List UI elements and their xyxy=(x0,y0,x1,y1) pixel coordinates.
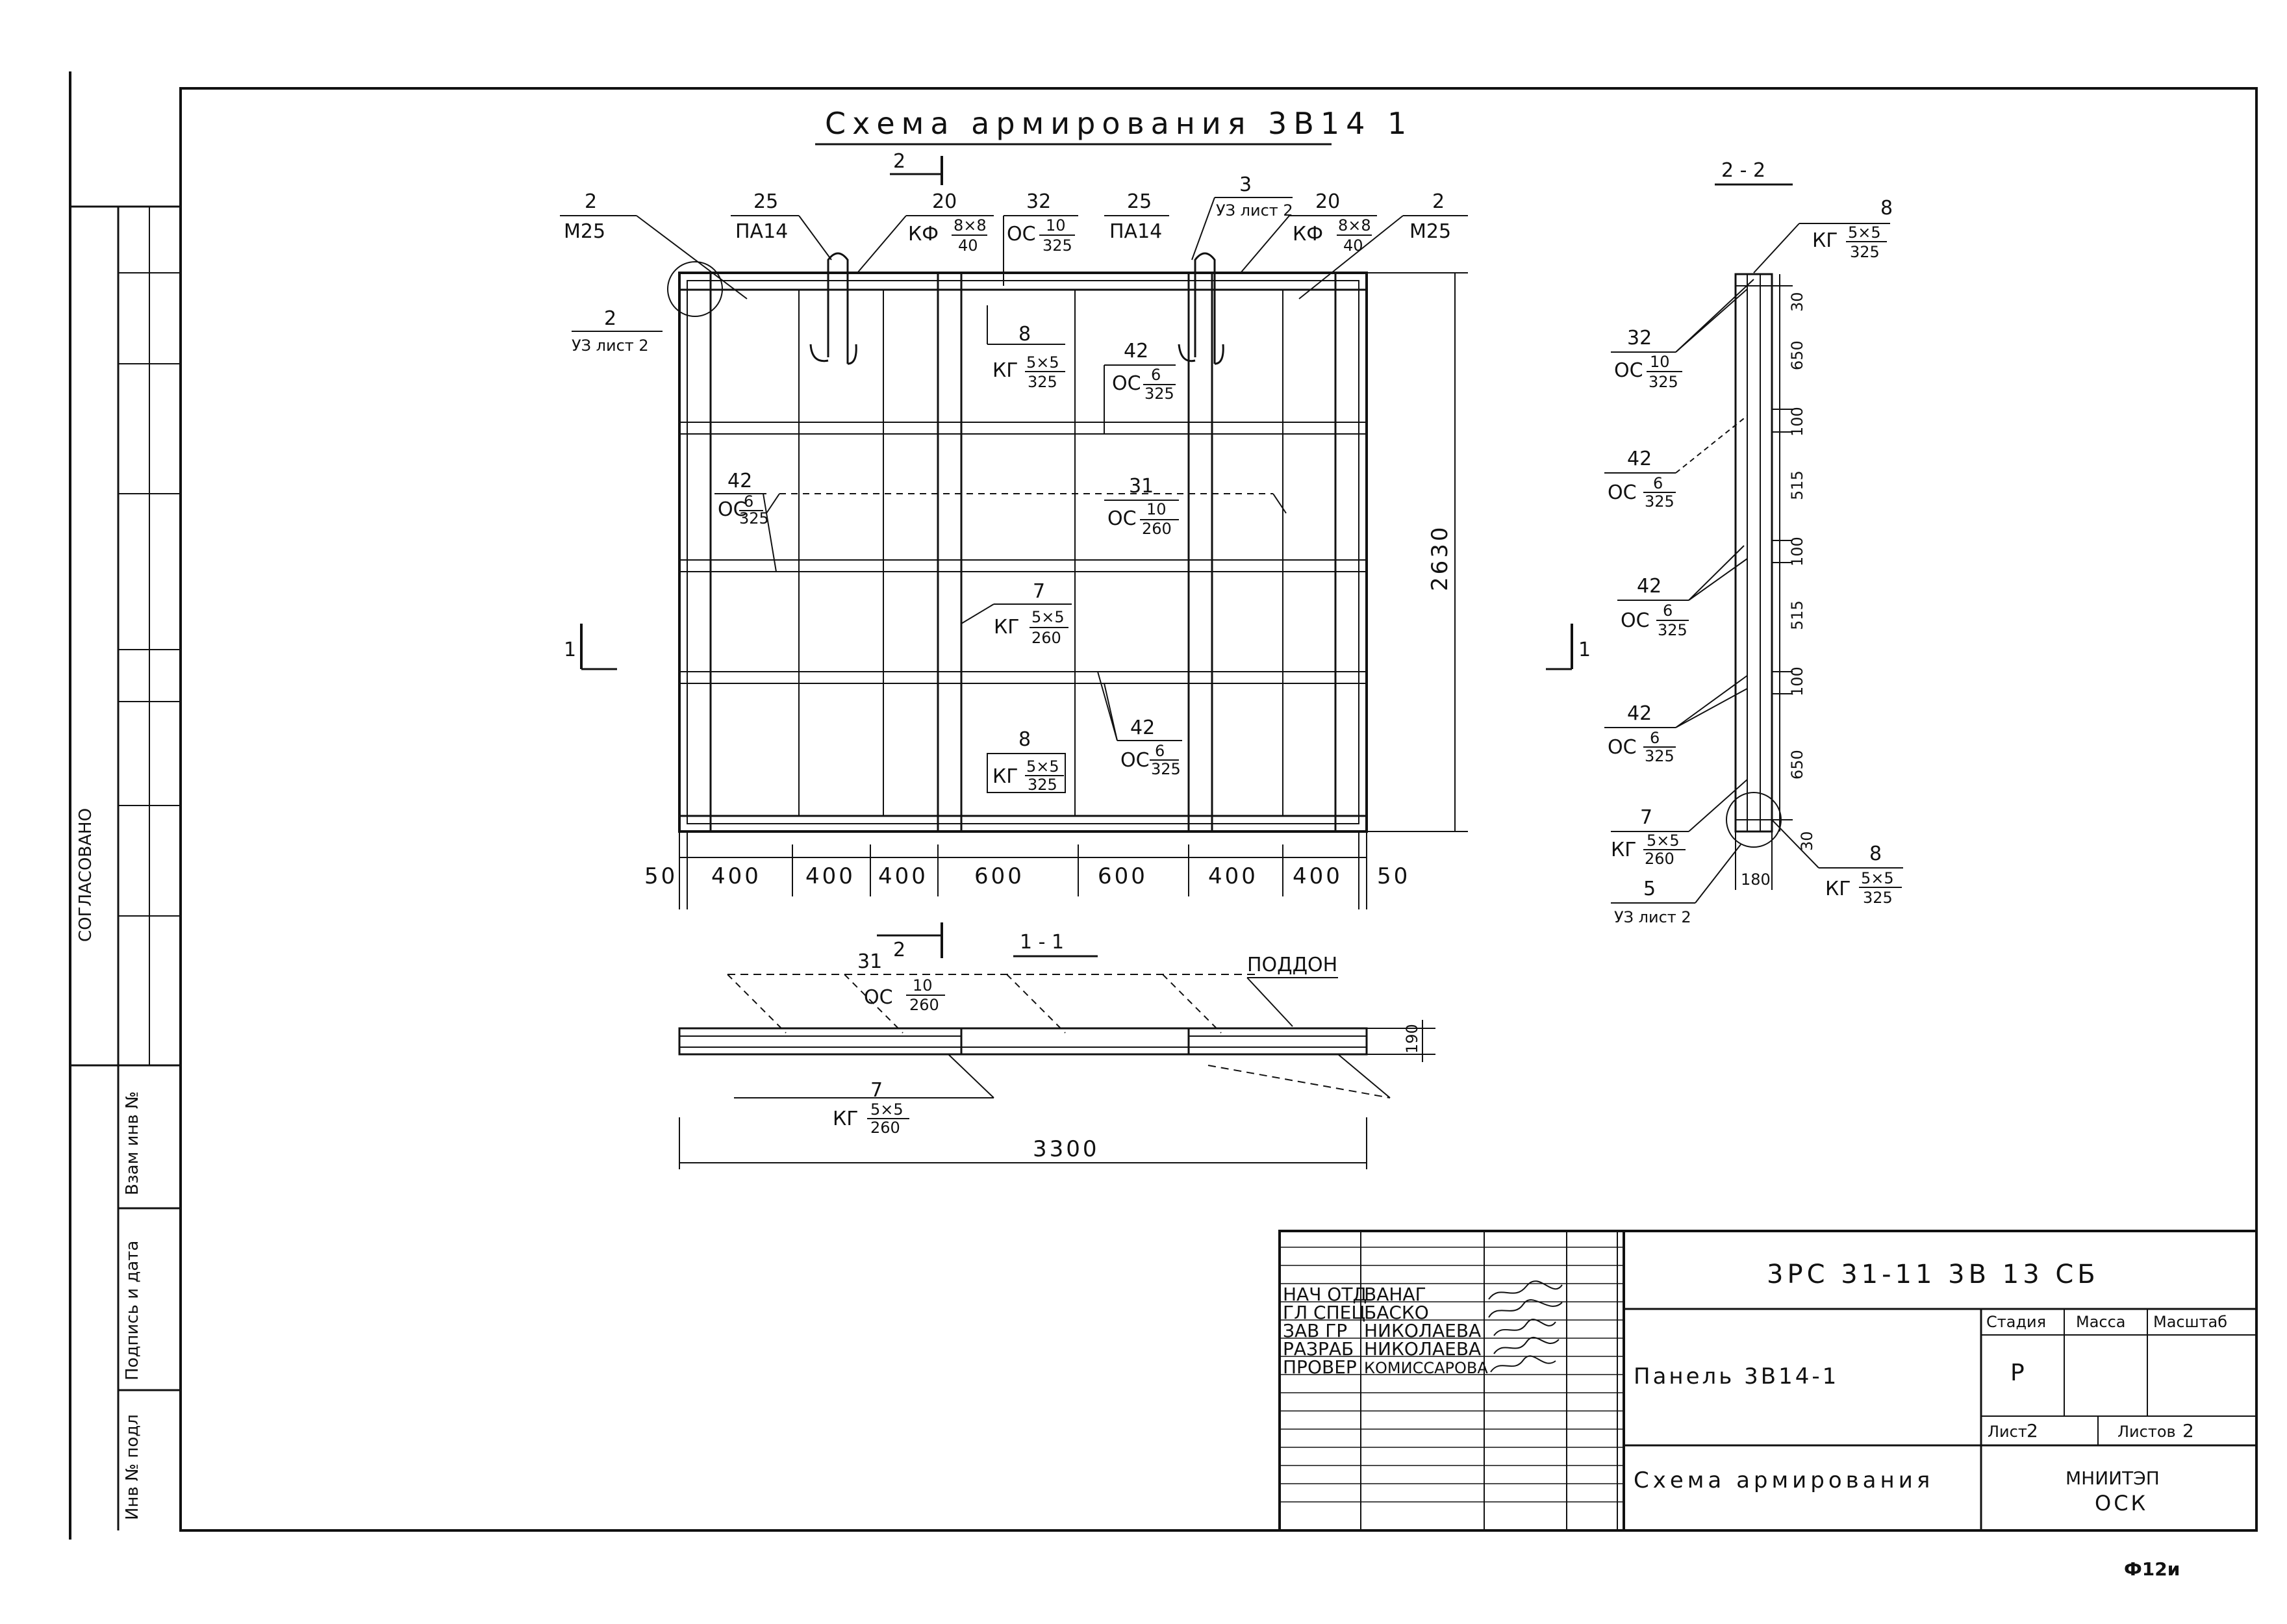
form-code: Ф12и xyxy=(2124,1558,2180,1580)
svg-text:КГ: КГ xyxy=(992,359,1018,382)
svg-text:32: 32 xyxy=(1026,190,1052,213)
role-0: НАЧ ОТД xyxy=(1283,1284,1367,1305)
svg-text:31: 31 xyxy=(857,950,883,973)
dim-s2-1: 650 xyxy=(1788,340,1806,370)
label-poddon: ПОДДОН xyxy=(1247,954,1338,976)
svg-text:M25: M25 xyxy=(1409,220,1452,243)
dim-s2-4: 100 xyxy=(1788,537,1806,566)
svg-text:7: 7 xyxy=(1033,580,1046,603)
svg-text:10: 10 xyxy=(1046,216,1066,235)
svg-text:8: 8 xyxy=(1018,728,1031,751)
svg-text:325: 325 xyxy=(1645,492,1674,511)
name-4: КОМИССАРОВА xyxy=(1364,1359,1488,1377)
drawing-title: Схема армирования 3В14 1 xyxy=(825,106,1413,141)
svg-text:8×8: 8×8 xyxy=(954,216,987,235)
callout-pa14-right xyxy=(1104,190,1169,243)
callout-kg7 xyxy=(961,580,1072,647)
svg-text:260: 260 xyxy=(909,996,939,1014)
name-3: НИКОЛАЕВА xyxy=(1364,1338,1482,1360)
svg-text:260: 260 xyxy=(1142,520,1172,538)
callout-uz-top xyxy=(1192,173,1293,260)
svg-text:КГ: КГ xyxy=(833,1108,859,1130)
organization-line2: ОСК xyxy=(2095,1491,2149,1516)
svg-text:5×5: 5×5 xyxy=(870,1100,903,1119)
svg-text:6: 6 xyxy=(1663,602,1673,620)
svg-text:8: 8 xyxy=(1869,843,1882,865)
svg-text:8: 8 xyxy=(1018,323,1031,346)
callout-s2-oc42-b xyxy=(1617,546,1747,639)
svg-text:25: 25 xyxy=(1127,190,1152,213)
svg-text:5: 5 xyxy=(1643,878,1656,900)
svg-text:20: 20 xyxy=(932,190,957,213)
sheets-label: Листов xyxy=(2117,1423,2176,1441)
dim-h-5: 600 xyxy=(1098,863,1148,889)
panel-plan xyxy=(668,253,1367,831)
svg-text:5×5: 5×5 xyxy=(1861,869,1894,887)
role-1: ГЛ СПЕЦ xyxy=(1283,1302,1366,1323)
svg-text:2: 2 xyxy=(604,307,617,330)
dim-s2-7: 650 xyxy=(1788,750,1806,780)
dim-h-6: 400 xyxy=(1208,863,1258,889)
callout-kf-left xyxy=(857,190,994,273)
svg-text:ОС: ОС xyxy=(1112,372,1141,395)
dim-h-3: 400 xyxy=(878,863,928,889)
svg-text:2: 2 xyxy=(585,190,598,213)
svg-text:10: 10 xyxy=(1146,500,1167,518)
svg-text:25: 25 xyxy=(753,190,779,213)
svg-text:6: 6 xyxy=(1653,474,1663,492)
svg-text:8×8: 8×8 xyxy=(1338,216,1371,235)
role-4: ПРОВЕР xyxy=(1283,1356,1357,1378)
svg-text:ОС: ОС xyxy=(1007,223,1036,246)
dim-h-8: 50 xyxy=(1377,863,1411,889)
signature-scribbles xyxy=(1489,1281,1562,1372)
stage-label: Стадия xyxy=(1986,1313,2047,1331)
svg-text:260: 260 xyxy=(1031,629,1061,647)
callout-m25-left xyxy=(560,190,747,299)
svg-text:M25: M25 xyxy=(564,220,606,243)
view-section-2-2: 2 - 2 xyxy=(1721,159,1766,182)
svg-text:42: 42 xyxy=(1124,340,1149,362)
svg-text:КГ: КГ xyxy=(1611,839,1637,861)
callout-oc32-top xyxy=(1004,190,1078,286)
dim-s2-width: 180 xyxy=(1741,870,1771,889)
svg-text:КГ: КГ xyxy=(994,616,1020,639)
sheet-name: Схема армирования xyxy=(1634,1467,1934,1493)
svg-text:42: 42 xyxy=(1637,575,1662,598)
callout-s2-oc32 xyxy=(1611,279,1754,391)
mass-label: Масса xyxy=(2076,1313,2126,1331)
svg-text:32: 32 xyxy=(1627,327,1652,349)
svg-text:УЗ лист 2: УЗ лист 2 xyxy=(1614,908,1691,926)
role-2: ЗАВ ГР xyxy=(1283,1320,1348,1341)
svg-text:6: 6 xyxy=(1650,729,1660,747)
svg-text:325: 325 xyxy=(1645,747,1674,765)
svg-text:3: 3 xyxy=(1239,173,1252,196)
sheet-frame xyxy=(70,71,2256,1540)
svg-text:5×5: 5×5 xyxy=(1031,608,1065,626)
svg-text:5×5: 5×5 xyxy=(1026,353,1059,372)
svg-text:260: 260 xyxy=(870,1119,900,1137)
svg-text:325: 325 xyxy=(1863,889,1893,907)
callout-s2-oc42-c xyxy=(1604,676,1747,765)
svg-text:6: 6 xyxy=(744,492,754,511)
svg-text:31: 31 xyxy=(1129,475,1154,498)
name-0: ВАНАГ xyxy=(1364,1284,1426,1305)
svg-text:325: 325 xyxy=(1028,373,1057,391)
svg-text:10: 10 xyxy=(1650,353,1670,371)
svg-text:325: 325 xyxy=(1151,760,1181,778)
svg-text:ОС: ОС xyxy=(1614,359,1643,382)
svg-text:5×5: 5×5 xyxy=(1026,757,1059,776)
dim-s2-3: 515 xyxy=(1788,470,1806,500)
role-3: РАЗРАБ xyxy=(1283,1338,1354,1360)
svg-text:6: 6 xyxy=(1151,366,1161,384)
name-2: НИКОЛАЕВА xyxy=(1364,1320,1482,1341)
callout-oc42-c xyxy=(1098,672,1182,778)
dim-s2-2: 100 xyxy=(1788,407,1806,437)
callout-s2-oc42-a xyxy=(1604,416,1747,511)
svg-text:7: 7 xyxy=(1640,806,1653,829)
svg-text:КГ: КГ xyxy=(1812,229,1838,252)
callout-oc42-a xyxy=(1104,340,1176,434)
dim-h-1: 400 xyxy=(711,863,761,889)
callout-pa14-left xyxy=(731,190,831,260)
view-section-1-1: 1 - 1 xyxy=(1020,931,1065,954)
svg-text:42: 42 xyxy=(1627,702,1652,725)
svg-text:40: 40 xyxy=(958,236,978,255)
svg-text:7: 7 xyxy=(870,1079,883,1102)
svg-text:2: 2 xyxy=(1432,190,1445,213)
callout-oc42-b xyxy=(714,470,776,572)
callout-s2-kg8-bot xyxy=(1772,820,1903,907)
svg-text:КФ: КФ xyxy=(908,223,939,246)
svg-text:ОС: ОС xyxy=(1621,609,1650,632)
svg-text:325: 325 xyxy=(1028,776,1057,794)
svg-text:ОС: ОС xyxy=(864,986,893,1009)
svg-text:ОС: ОС xyxy=(1608,481,1637,504)
callout-uz-left xyxy=(572,307,663,355)
callout-s1-kg7 xyxy=(833,1079,909,1137)
svg-text:325: 325 xyxy=(739,509,769,527)
stamp-signature-date: Подпись и дата xyxy=(123,1240,142,1380)
dim-section-1-thickness: 190 xyxy=(1403,1024,1421,1054)
sheet-value: 2 xyxy=(2027,1420,2038,1441)
svg-text:325: 325 xyxy=(1649,373,1678,391)
svg-text:5×5: 5×5 xyxy=(1647,831,1680,850)
svg-text:ПА14: ПА14 xyxy=(1109,220,1163,243)
svg-text:325: 325 xyxy=(1042,236,1072,255)
svg-text:42: 42 xyxy=(727,470,753,492)
svg-text:8: 8 xyxy=(1880,197,1893,220)
dim-s2-6: 100 xyxy=(1788,666,1806,696)
svg-text:10: 10 xyxy=(913,976,933,995)
svg-text:325: 325 xyxy=(1658,621,1687,639)
svg-text:УЗ лист 2: УЗ лист 2 xyxy=(572,336,649,355)
sheets-value: 2 xyxy=(2182,1420,2194,1441)
section-2-mark-bottom: 2 xyxy=(893,939,906,961)
svg-text:ОС: ОС xyxy=(1107,507,1137,530)
svg-text:КГ: КГ xyxy=(1825,878,1851,900)
svg-text:40: 40 xyxy=(1343,236,1363,255)
svg-text:КГ: КГ xyxy=(992,765,1018,788)
svg-text:325: 325 xyxy=(1850,243,1880,261)
svg-text:42: 42 xyxy=(1130,717,1156,739)
document-code: 3РС 31-11 3В 13 СБ xyxy=(1767,1260,2099,1289)
svg-text:6: 6 xyxy=(1155,742,1165,760)
dim-h-2: 400 xyxy=(805,863,855,889)
svg-text:ОС: ОС xyxy=(1608,736,1637,759)
dim-section-1-length: 3300 xyxy=(1033,1136,1100,1162)
scale-label: Масштаб xyxy=(2153,1313,2228,1331)
svg-text:ПА14: ПА14 xyxy=(735,220,789,243)
callout-kg8-top xyxy=(987,305,1065,391)
svg-text:5×5: 5×5 xyxy=(1848,223,1881,242)
dim-s2-0: 30 xyxy=(1788,292,1806,312)
dim-s2-5: 515 xyxy=(1788,600,1806,630)
callout-kg8-bot xyxy=(987,728,1065,794)
svg-text:260: 260 xyxy=(1645,850,1674,868)
dim-h-0: 50 xyxy=(644,863,678,889)
svg-text:ОС: ОС xyxy=(1120,749,1150,772)
svg-text:УЗ лист 2: УЗ лист 2 xyxy=(1216,201,1293,220)
svg-text:42: 42 xyxy=(1627,448,1652,470)
svg-text:325: 325 xyxy=(1144,385,1174,403)
name-1: БАСКО xyxy=(1364,1302,1429,1323)
callout-oc31 xyxy=(1104,475,1179,538)
stamp-agreed: СОГЛАСОВАНО xyxy=(76,807,95,942)
dim-height: 2630 xyxy=(1427,524,1453,591)
dim-s2-8: 30 xyxy=(1798,831,1816,851)
product-name: Панель 3В14-1 xyxy=(1634,1364,1839,1389)
sheet-label: Лист xyxy=(1988,1423,2027,1441)
section-1-mark-right: 1 xyxy=(1578,639,1591,661)
stamp-inv-replace: Взам инв № xyxy=(123,1091,142,1195)
section-2-mark-top: 2 xyxy=(893,150,906,173)
callout-s2-kg8-top xyxy=(1754,197,1893,273)
section-1-mark-left: 1 xyxy=(564,639,577,661)
svg-text:КФ: КФ xyxy=(1293,223,1324,246)
dim-h-4: 600 xyxy=(974,863,1024,889)
stage-value: Р xyxy=(2010,1360,2025,1386)
stamp-inv-original: Инв № подл xyxy=(123,1414,142,1520)
svg-text:20: 20 xyxy=(1315,190,1341,213)
organization-line1: МНИИТЭП xyxy=(2066,1467,2160,1489)
svg-text:ОС: ОС xyxy=(718,498,747,521)
dim-h-7: 400 xyxy=(1293,863,1343,889)
